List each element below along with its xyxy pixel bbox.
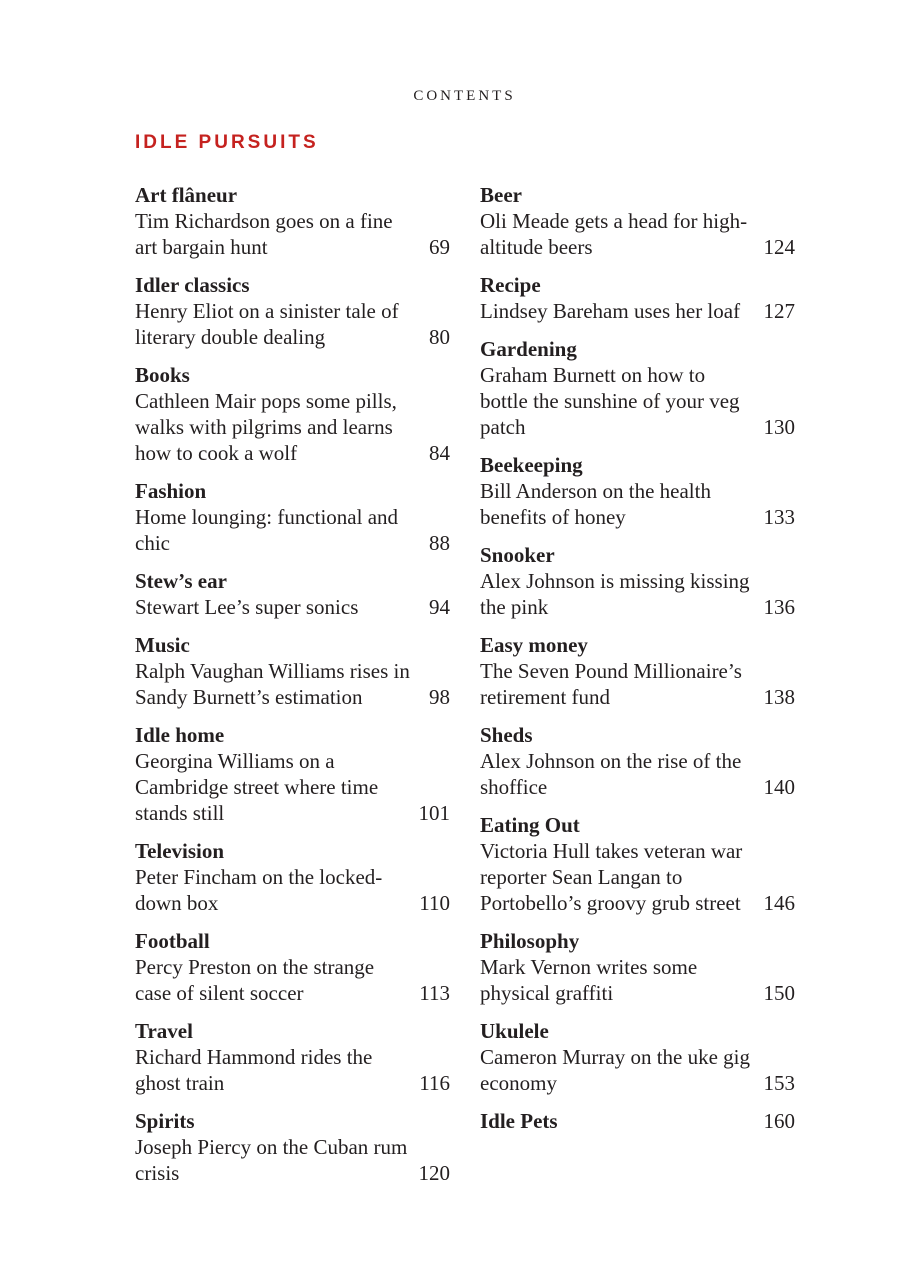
entry-description: Ralph Vaughan Williams rises in Sandy Burnett’s estimation <box>135 659 410 709</box>
entry-page-number: 136 <box>763 595 795 619</box>
contents-entry <box>135 632 450 710</box>
entry-page-number: 138 <box>763 685 795 709</box>
entry-page-number: 153 <box>763 1071 795 1095</box>
contents-entry <box>480 1108 795 1134</box>
entry-description: Stewart Lee’s super sonics <box>135 595 359 619</box>
entry-title: Sheds <box>480 723 533 747</box>
contents-entry <box>480 452 795 530</box>
entry-description: Mark Vernon writes some physical graffiti <box>480 955 698 1005</box>
entry-description: Home lounging: functional and chic <box>135 505 399 555</box>
page-title: CONTENTS <box>413 88 516 104</box>
entry-page-number: 98 <box>429 685 450 709</box>
entry-page-number: 127 <box>763 299 795 323</box>
entry-page-number: 160 <box>763 1109 795 1133</box>
contents-entry <box>135 1018 450 1096</box>
contents-entry <box>480 928 795 1006</box>
entry-description: Alex Johnson on the rise of the shoffice <box>480 749 742 799</box>
contents-entry <box>135 722 450 826</box>
entry-title: Recipe <box>480 273 541 297</box>
contents-entry <box>135 182 450 260</box>
entry-page-number: 94 <box>429 595 450 619</box>
contents-entry <box>135 928 450 1006</box>
contents-entry <box>480 272 795 324</box>
contents-entry <box>480 182 795 260</box>
entry-title: Television <box>135 839 225 863</box>
entry-description: Georgina Williams on a Cambridge street where time stands still <box>135 749 379 825</box>
entry-title: Idler classics <box>135 273 250 297</box>
entry-title: Spirits <box>135 1109 195 1133</box>
entry-page-number: 80 <box>429 325 450 349</box>
section-title: IDLE PURSUITS <box>135 132 319 153</box>
contents-entry <box>135 362 450 466</box>
entry-description: Percy Preston on the strange case of silent soccer <box>135 955 375 1005</box>
entry-description: Cameron Murray on the uke gig economy <box>480 1045 751 1095</box>
entry-description: Alex Johnson is missing kissing the pink <box>480 569 750 619</box>
entry-title: Stew’s ear <box>135 569 227 593</box>
entry-description: Oli Meade gets a head for high-altitude beers <box>480 209 748 259</box>
entry-page-number: 84 <box>429 441 450 465</box>
entry-page-number: 110 <box>419 891 450 915</box>
entry-description: Richard Hammond rides the ghost train <box>135 1045 373 1095</box>
entry-description: Lindsey Bareham uses her loaf <box>480 299 741 323</box>
entry-page-number: 116 <box>419 1071 450 1095</box>
entry-title: Snooker <box>480 543 555 567</box>
entry-title: Philosophy <box>480 929 580 953</box>
entry-page-number: 101 <box>418 801 450 825</box>
entry-description: Joseph Piercy on the Cuban rum crisis <box>135 1135 408 1185</box>
entry-page-number: 146 <box>763 891 795 915</box>
entry-page-number: 88 <box>429 531 450 555</box>
entry-title: Travel <box>135 1019 193 1043</box>
contents-entry <box>480 722 795 800</box>
entry-title: Eating Out <box>480 813 580 837</box>
entry-title: Music <box>135 633 190 657</box>
entry-page-number: 133 <box>763 505 795 529</box>
contents-entry <box>135 478 450 556</box>
contents-entry <box>135 1108 450 1186</box>
contents-entry <box>480 542 795 620</box>
entry-page-number: 130 <box>763 415 795 439</box>
entry-title: Gardening <box>480 337 577 361</box>
entry-title: Beekeeping <box>480 453 583 477</box>
entry-page-number: 150 <box>763 981 795 1005</box>
entry-title: Idle Pets <box>480 1109 558 1133</box>
contents-entry <box>480 1018 795 1096</box>
entry-description: Cathleen Mair pops some pills, walks with pilgrims and learns how to cook a wolf <box>135 389 397 465</box>
entry-title: Books <box>135 363 190 387</box>
entry-page-number: 69 <box>429 235 450 259</box>
contents-column-left <box>135 182 450 1198</box>
entry-description: Bill Anderson on the health benefits of honey <box>480 479 711 529</box>
contents-entry <box>480 812 795 916</box>
entry-description: Tim Richardson goes on a fine art bargain hunt <box>135 209 393 259</box>
contents-entry <box>135 272 450 350</box>
entry-description: The Seven Pound Millionaire’s retirement fund <box>480 659 742 709</box>
entry-description: Peter Fincham on the locked-down box <box>135 865 383 915</box>
contents-entry <box>135 838 450 916</box>
entry-description: Victoria Hull takes veteran war reporter Sean Langan to Portobello’s groovy grub street <box>480 839 743 915</box>
contents-column-right <box>480 182 795 1146</box>
entry-title: Ukulele <box>480 1019 549 1043</box>
entry-page-number: 140 <box>763 775 795 799</box>
entry-page-number: 113 <box>419 981 450 1005</box>
entry-page-number: 124 <box>763 235 795 259</box>
entry-title: Football <box>135 929 210 953</box>
entry-title: Idle home <box>135 723 225 747</box>
entry-description: Graham Burnett on how to bottle the sunshine of your veg patch <box>480 363 740 439</box>
entry-description: Henry Eliot on a sinister tale of literary double dealing <box>135 299 399 349</box>
entry-title: Beer <box>480 183 522 207</box>
entry-title: Art flâneur <box>135 183 238 207</box>
entry-title: Fashion <box>135 479 207 503</box>
entry-title: Easy money <box>480 633 588 657</box>
contents-entry <box>480 632 795 710</box>
entry-page-number: 120 <box>418 1161 450 1185</box>
contents-entry <box>135 568 450 620</box>
contents-entry <box>480 336 795 440</box>
